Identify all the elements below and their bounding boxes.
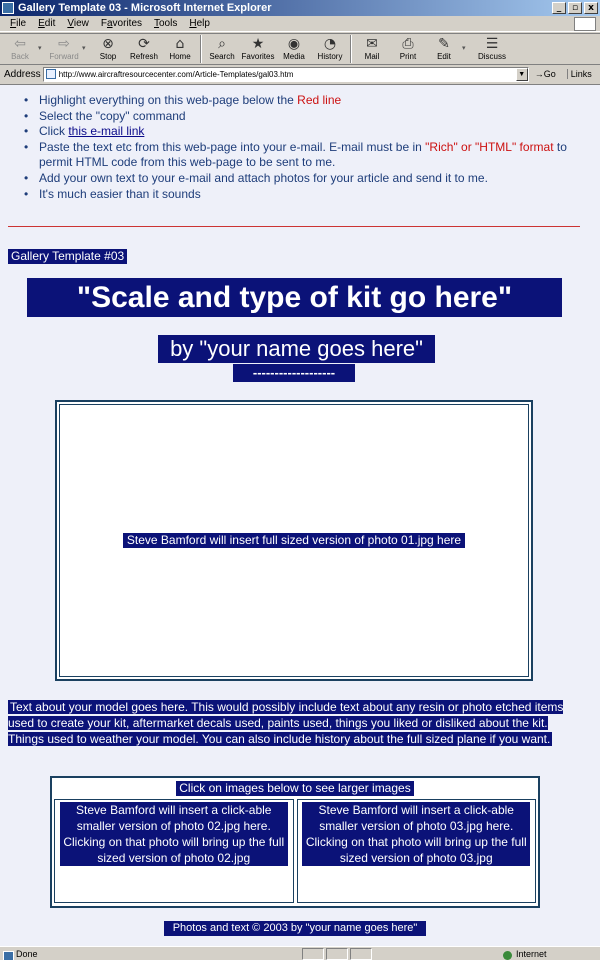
mail-button[interactable]: ✉ Mail bbox=[364, 36, 380, 61]
thumbnail-row bbox=[54, 799, 536, 903]
main-photo-frame bbox=[55, 400, 533, 681]
window-title-bar bbox=[0, 0, 600, 16]
standard-toolbar bbox=[0, 33, 600, 65]
thumbnail-02-caption: Steve Bamford will insert a click-able smaller version of photo 02.jpg here. Clicking on that photo will bring up the full sized version of photo 02.jpg bbox=[60, 802, 288, 866]
forward-dropdown-icon[interactable]: ▾ bbox=[82, 45, 86, 52]
search-button[interactable]: ⌕ Search bbox=[209, 36, 235, 61]
history-icon: ◔ bbox=[323, 36, 337, 52]
search-icon: ⌕ bbox=[218, 36, 226, 52]
ie-app-icon bbox=[2, 2, 14, 14]
history-button[interactable]: ◔ History bbox=[317, 36, 343, 61]
menu-help[interactable]: Help bbox=[189, 18, 210, 29]
email-link[interactable]: this e-mail link bbox=[68, 124, 145, 139]
minimize-button[interactable]: _ bbox=[552, 2, 566, 14]
thumbnail-03-caption: Steve Bamford will insert a click-able smaller version of photo 03.jpg here. Clicking on that photo will bring up the full sized version of photo 03.jpg bbox=[302, 802, 530, 866]
window-controls bbox=[552, 2, 598, 14]
home-button[interactable]: ⌂ Home bbox=[169, 36, 191, 61]
instruction-item: • Click this e-mail link bbox=[22, 124, 590, 140]
gallery-template-label: Gallery Template #03 bbox=[8, 249, 127, 264]
thumbnail-table bbox=[50, 776, 540, 908]
go-button[interactable]: →Go bbox=[534, 69, 556, 79]
media-button[interactable]: ◉ Media bbox=[283, 36, 305, 61]
discuss-icon: ☰ bbox=[485, 36, 499, 52]
address-input[interactable] bbox=[43, 67, 529, 82]
menu-file[interactable]: File bbox=[10, 18, 27, 29]
links-button[interactable]: Links bbox=[567, 69, 592, 79]
page-icon bbox=[46, 69, 56, 79]
instruction-item: • Paste the text etc from this web-page into your e-mail. E-mail must be in "Rich" or "HTML" format to permit HTML code from this web-page to be sent to me. bbox=[22, 140, 590, 171]
menu-tools[interactable]: Tools bbox=[154, 18, 178, 29]
close-button[interactable]: x bbox=[584, 2, 598, 14]
address-bar bbox=[0, 65, 600, 83]
back-button[interactable]: ⇦ Back bbox=[11, 36, 29, 61]
thumbnail-photo-02[interactable] bbox=[54, 799, 294, 903]
page-content bbox=[0, 85, 600, 946]
main-photo-placeholder bbox=[59, 404, 529, 677]
favorites-button[interactable]: ★ Favorites bbox=[241, 36, 275, 61]
model-description-text: Text about your model goes here. This would possibly include text about any resin or photo etched items used to create your kit, aftermarket decals used, paints used, things you liked or disliked about the kit. Things used to weather your model. You can also include history about the full sized plane if you want. bbox=[8, 700, 564, 746]
status-panel bbox=[350, 948, 372, 960]
model-description bbox=[8, 699, 578, 747]
edit-dropdown-icon[interactable]: ▾ bbox=[462, 45, 466, 52]
back-dropdown-icon[interactable]: ▾ bbox=[38, 45, 42, 52]
edit-button[interactable]: ✎ Edit bbox=[437, 36, 451, 61]
address-url: http://www.aircraftresourcecenter.com/Article-Templates/gal03.htm bbox=[58, 69, 294, 79]
menu-favorites[interactable]: Favorites bbox=[100, 18, 142, 29]
red-divider-line bbox=[8, 226, 580, 227]
refresh-button[interactable]: ⟳ Refresh bbox=[129, 36, 158, 61]
back-arrow-icon: ⇦ bbox=[14, 36, 26, 52]
instruction-item: • It's much easier than it sounds bbox=[22, 187, 590, 203]
stop-button[interactable]: ⊗ Stop bbox=[99, 36, 117, 61]
mail-icon: ✉ bbox=[366, 36, 378, 52]
menu-view[interactable]: View bbox=[67, 18, 89, 29]
maximize-button[interactable]: ▫ bbox=[568, 2, 582, 14]
byline-dashes: ------------------- bbox=[233, 364, 355, 382]
main-photo-caption: Steve Bamford will insert full sized version of photo 01.jpg here bbox=[123, 533, 465, 548]
window-title: Gallery Template 03 - Microsoft Internet Explorer bbox=[18, 2, 272, 14]
status-panel bbox=[326, 948, 348, 960]
page-viewport bbox=[0, 84, 600, 946]
favorites-folder-icon: ★ bbox=[251, 36, 265, 52]
printer-icon: ⎙ bbox=[402, 36, 414, 52]
stop-icon: ⊗ bbox=[102, 36, 114, 52]
copyright-credit: Photos and text © 2003 by "your name goes here" bbox=[164, 921, 426, 936]
status-panel bbox=[302, 948, 324, 960]
discuss-button[interactable]: ☰ Discuss bbox=[477, 36, 506, 61]
security-zone: Internet bbox=[500, 949, 600, 959]
instruction-item: • Add your own text to your e-mail and attach photos for your article and send it to me. bbox=[22, 171, 590, 187]
menu-bar bbox=[0, 16, 600, 32]
toolbar-separator bbox=[200, 35, 202, 63]
author-byline: by "your name goes here" bbox=[158, 335, 435, 363]
toolbar-separator bbox=[350, 35, 352, 63]
instruction-item: • Select the "copy" command bbox=[22, 109, 590, 125]
home-icon: ⌂ bbox=[175, 36, 185, 52]
thumbnail-header bbox=[54, 780, 536, 797]
edit-icon: ✎ bbox=[438, 36, 450, 52]
thumbnail-photo-03[interactable] bbox=[297, 799, 537, 903]
instructions-list bbox=[22, 93, 590, 202]
windows-flag-icon bbox=[574, 17, 596, 31]
instruction-item: • Highlight everything on this web-page below the Red line bbox=[22, 93, 590, 109]
status-bar bbox=[0, 946, 600, 960]
forward-button[interactable]: ⇨ Forward bbox=[49, 36, 79, 61]
media-icon: ◉ bbox=[287, 36, 301, 52]
forward-arrow-icon: ⇨ bbox=[58, 36, 70, 52]
thumbnail-header-text: Click on images below to see larger images bbox=[176, 781, 413, 796]
status-text: Done bbox=[0, 949, 300, 959]
refresh-icon: ⟳ bbox=[138, 36, 150, 52]
address-dropdown-icon[interactable]: ▼ bbox=[516, 68, 528, 81]
print-button[interactable]: ⎙ Print bbox=[399, 36, 417, 61]
menu-edit[interactable]: Edit bbox=[38, 18, 56, 29]
address-label: Address bbox=[4, 68, 41, 80]
kit-title: "Scale and type of kit go here" bbox=[27, 278, 562, 317]
